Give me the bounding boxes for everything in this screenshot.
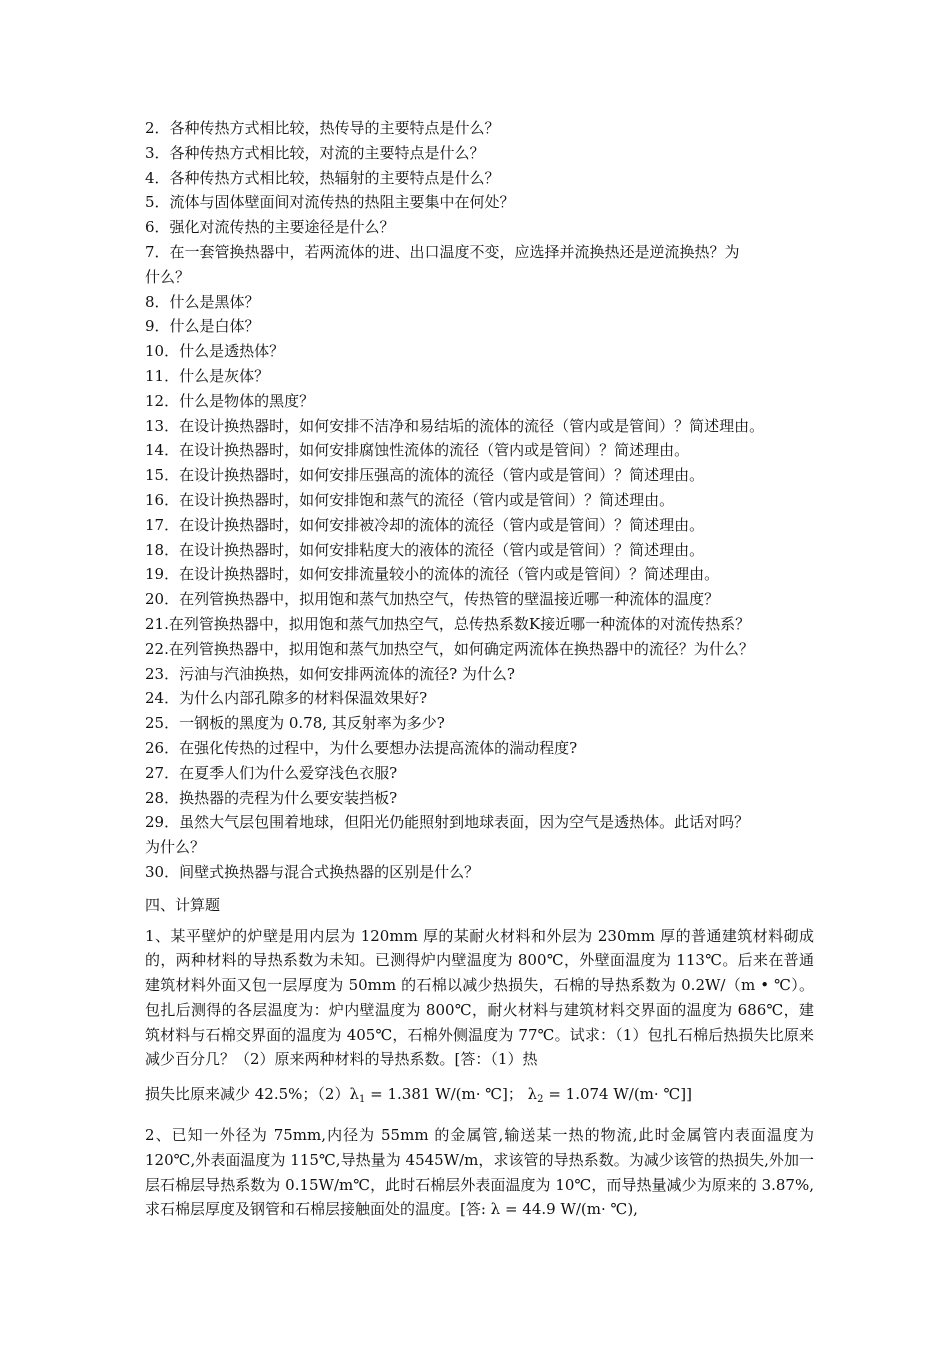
question-line: 15．在设计换热器时，如何安排压强高的流体的流径（管内或是管间）？简述理由。 (145, 466, 705, 485)
question-line: 2．各种传热方式相比较，热传导的主要特点是什么？ (145, 119, 500, 137)
question-line: 22.在列管换热器中，拟用饱和蒸气加热空气，如何确定两流体在换热器中的流径？为什么？ (145, 639, 754, 658)
problem-2-text: 2、已知一外径为 75mm,内径为 55mm 的金属管,输送某一热的物流,此时金属管内表面温度为 120℃,外表面温度为 115℃,导热量为 4545W/m，求该管的导热系数。为减少该管的热损失,外加一层石棉层导热系数为 0.15W/m℃，此时石棉层外表面温度为 10℃，而导热量减少为原来的 3.87%,求石棉层厚度及钢管和石棉层接触面处的温度。[答: λ = 44.9 W/(m· ℃), (145, 1126, 814, 1219)
question-line: 26．在强化传热的过程中，为什么要想办法提高流体的湍动程度? (145, 738, 578, 757)
question-line: 10．什么是透热体？ (145, 342, 285, 361)
question-line: 为什么？ (145, 838, 206, 857)
question-line: 18．在设计换热器时，如何安排粘度大的液体的流径（管内或是管间）？简述理由。 (145, 540, 705, 559)
question-line: 11．什么是灰体？ (145, 366, 270, 385)
question-line: 12．什么是物体的黑度？ (145, 391, 315, 410)
problem-2 (145, 1123, 814, 1222)
problem-1-text: 1、某平壁炉的炉壁是用内层为 120mm 厚的某耐火材料和外层为 230mm 厚的普通建筑材料砌成的，两种材料的导热系数为未知。已测得炉内壁温度为 800℃，外壁面温度为 113℃。后来在普通建筑材料外面又包一层厚度为 50mm 的石棉以减少热损失，石棉的导热系数为 0.2W/（m • ℃）。包扎后测得的各层温度为：炉内壁温度为 800℃，耐火材料与建筑材料交界面的温度为 686℃，建筑材料与石棉交界面的温度为 405℃，石棉外侧温度为 77℃。试求：（1）包扎石棉后热损失比原来减少百分几？（2）原来两种材料的导热系数。[答：（1）热 (145, 926, 814, 1069)
question-line: 25．一钢板的黑度为 0.78, 其反射率为多少? (145, 714, 445, 733)
question-line: 19．在设计换热器时，如何安排流量较小的流体的流径（管内或是管间）？简述理由。 (145, 565, 720, 584)
problem-1 (145, 924, 814, 1114)
question-line: 什么？ (145, 267, 191, 286)
answer-mid: = 1.381 W/(m· ℃]； λ (365, 1085, 538, 1104)
question-line: 20．在列管换热器中，拟用饱和蒸气加热空气，传热管的壁温接近哪一种流体的温度？ (145, 590, 720, 609)
answer-prefix: 损失比原来减少 42.5%；（2）λ (145, 1085, 359, 1104)
question-line: 6．强化对流传热的主要途径是什么？ (145, 218, 395, 237)
question-line: 16．在设计换热器时，如何安排饱和蒸气的流径（管内或是管间）？简述理由。 (145, 490, 675, 509)
question-line: 9．什么是白体？ (145, 317, 260, 336)
subscript-1: 1 (358, 1094, 366, 1106)
question-line: 21.在列管换热器中，拟用饱和蒸气加热空气，总传热系数K接近哪一种流体的对流传热系？ (145, 614, 751, 633)
answer-end: = 1.074 W/(m· ℃]] (543, 1085, 692, 1104)
question-line: 17．在设计换热器时，如何安排被冷却的流体的流径（管内或是管间）？简述理由。 (145, 515, 705, 534)
section-title: 四、计算题 (145, 895, 221, 914)
question-line: 5．流体与固体壁面间对流传热的热阻主要集中在何处？ (145, 193, 515, 212)
question-line: 8．什么是黑体？ (145, 292, 260, 311)
question-line: 3．各种传热方式相比较，对流的主要特点是什么？ (145, 143, 485, 162)
problem-1-answer (145, 1082, 814, 1113)
question-line: 7．在一套管换热器中，若两流体的进、出口温度不变，应选择并流换热还是逆流换热？为 (145, 242, 740, 261)
question-line: 13．在设计换热器时，如何安排不洁净和易结垢的流体的流径（管内或是管间）？简述理由。 (145, 416, 765, 435)
question-line: 27．在夏季人们为什么爱穿浅色衣服? (145, 763, 398, 782)
question-list (145, 116, 814, 885)
subscript-2: 2 (537, 1094, 544, 1106)
question-line: 14．在设计换热器时，如何安排腐蚀性流体的流径（管内或是管间）？简述理由。 (145, 441, 690, 460)
question-line: 30．间壁式换热器与混合式换热器的区别是什么？ (145, 862, 480, 881)
question-line: 29．虽然大气层包围着地球，但阳光仍能照射到地球表面，因为空气是透热体。此话对吗？ (145, 813, 750, 832)
question-line: 24．为什么内部孔隙多的材料保温效果好? (145, 689, 428, 708)
question-line: 23．污油与汽油换热，如何安排两流体的流径? 为什么? (145, 664, 515, 683)
question-line: 4．各种传热方式相比较，热辐射的主要特点是什么？ (145, 168, 500, 187)
question-line: 28．换热器的壳程为什么要安装挡板? (145, 788, 398, 807)
